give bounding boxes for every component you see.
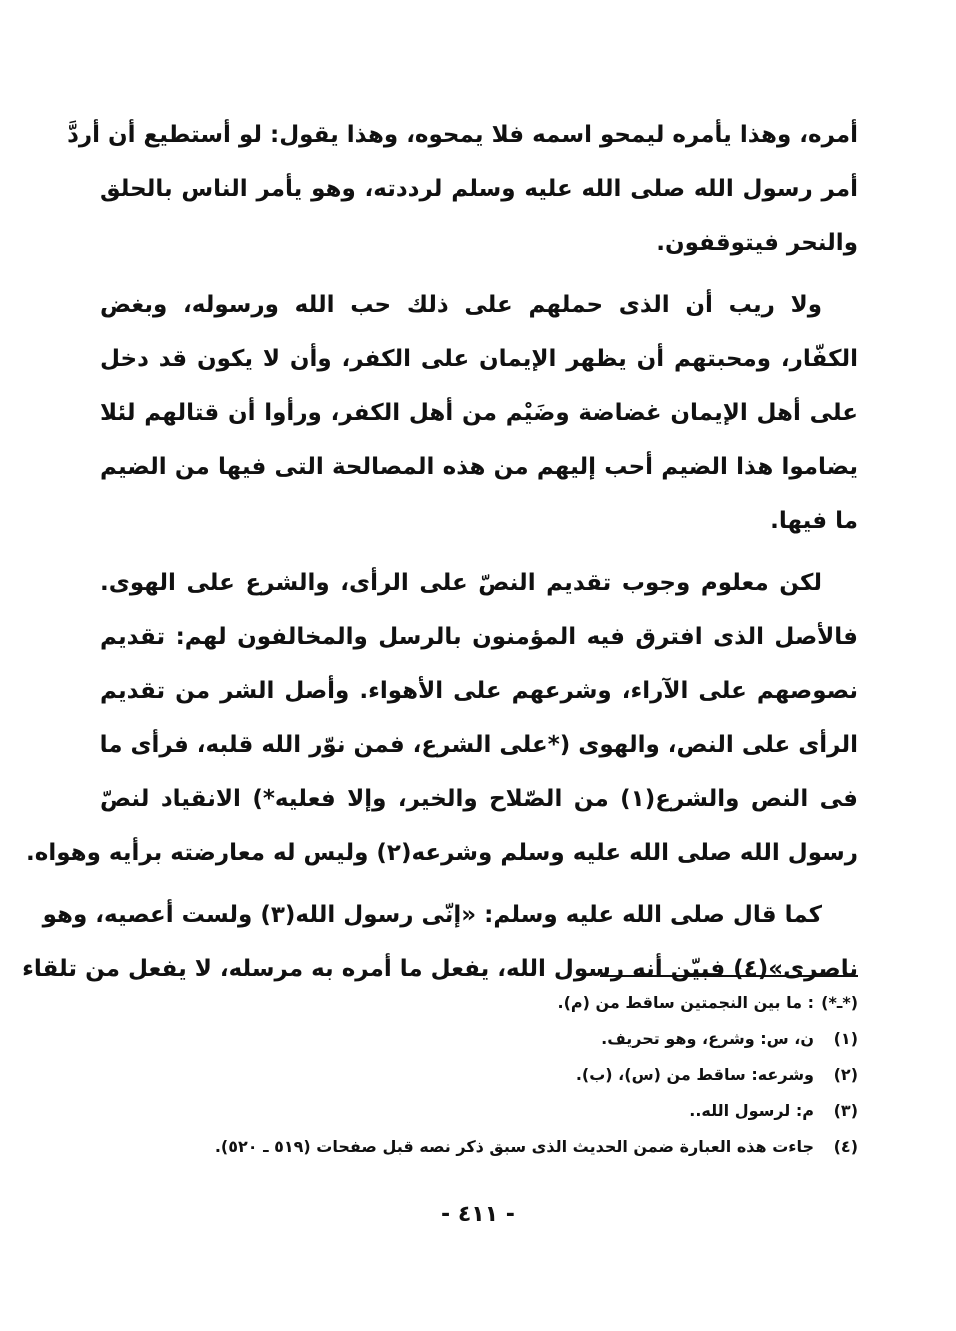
- body-line: نصوصهم على الآراء، وشرعهم على الأهواء. وأصل الشر من تقديم: [100, 678, 858, 704]
- body-line: الكفّار، ومحبتهم أن يظهر الإيمان على الكفر، وأن لا يكون قد دخل: [100, 346, 858, 372]
- footnote-text: جاءت هذه العبارة ضمن الحديث الذى سبق ذكر نصه قبل صفحات (٥١٩ ـ ٥٢٠).: [214, 1137, 814, 1156]
- footnotes: [100, 985, 858, 1165]
- footnote: [100, 1021, 858, 1057]
- body-line: لكن معلوم وجوب تقديم النصّ على الرأى، والشرع على الهوى.: [100, 570, 822, 596]
- paragraph-gap: [100, 548, 858, 556]
- footnote: [100, 1093, 858, 1129]
- footnote-marker: (*ـ*): [821, 993, 858, 1012]
- body-line: ناصرى»(٤) فبيّن أنه رسول الله، يفعل ما أمره به مرسله، لا يفعل من تلقاء: [22, 956, 858, 982]
- body-line: ولا ريب أن الذى حملهم على ذلك حب الله ورسوله، وبغض: [100, 292, 822, 318]
- footnote-text: : ما بين النجمتين ساقط من (م).: [557, 993, 814, 1012]
- footnote-text: وشرعه: ساقط من (س)، (ب).: [575, 1065, 814, 1084]
- footnote-marker: (٢): [833, 1065, 858, 1084]
- body-line: على أهل الإيمان غضاضة وضَيْم من أهل الكفر، ورأوا أن قتالهم لئلا: [100, 400, 858, 426]
- paragraph-gap: [100, 270, 858, 278]
- body-line: أمر رسول الله صلى الله عليه وسلم لرددته، وهو يأمر الناس بالحلق: [100, 176, 858, 202]
- footnote-marker: (٤): [833, 1137, 858, 1156]
- footnote: [100, 1129, 858, 1165]
- footnote-text: ن، س: وشرع، وهو تحريف.: [601, 1029, 814, 1048]
- body-line: يضاموا هذا الضيم أحب إليهم من هذه المصالحة التى فيها من الضيم: [100, 454, 858, 480]
- footnote: [100, 985, 858, 1021]
- footnote-marker: (٣): [833, 1101, 858, 1120]
- page-number: - ٤١١ -: [441, 1202, 515, 1227]
- body-line: أمره، وهذا يأمره ليمحو اسمه فلا يمحوه، وهذا يقول: لو أستطيع أن أردَّ: [67, 122, 858, 148]
- body-line: فى النص والشرع(١) من الصّلاح والخير، وإلا فعليه*) الانقياد لنصّ: [100, 786, 858, 812]
- paragraph-gap: [100, 880, 858, 888]
- main-text-block: [22, 108, 858, 996]
- body-line: كما قال صلى الله عليه وسلم: «إنّى رسول الله(٣) ولست أعصيه، وهو: [42, 902, 822, 928]
- body-line: والنحر فيتوقفون.: [656, 230, 858, 256]
- footnote: [100, 1057, 858, 1093]
- footnote-text: م: لرسول الله..: [689, 1101, 814, 1120]
- body-line: الرأى على النص، والهوى (*على الشرع، فمن نوّر الله قلبه، فرأى ما: [99, 732, 858, 758]
- footnote-divider: [600, 975, 858, 977]
- body-line: فالأصل الذى افترق فيه المؤمنون بالرسل والمخالفون لهم: تقديم: [100, 624, 858, 650]
- body-line: ما فيها.: [770, 508, 858, 534]
- footnote-marker: (١): [833, 1029, 858, 1048]
- body-line: رسول الله صلى الله عليه وسلم وشرعه(٢) وليس له معارضته برأيه وهواه.: [26, 840, 858, 866]
